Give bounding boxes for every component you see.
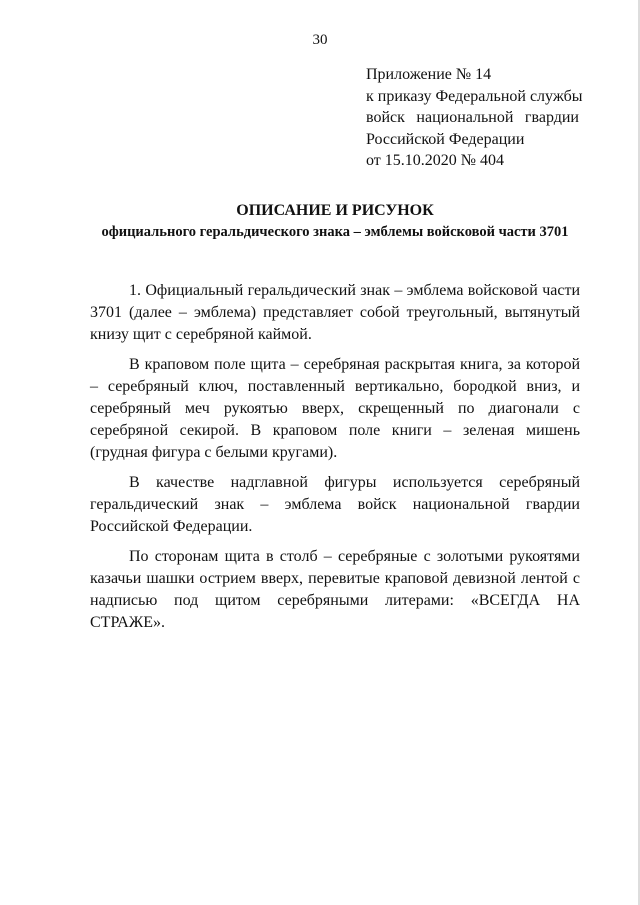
appendix-order-date: от 15.10.2020 № 404 <box>366 152 505 169</box>
paragraph-3: В качестве надглавной фигуры используется серебряный геральдический знак – эмблема войск национальной гвардии Российской Федерации. <box>90 474 580 535</box>
document-body <box>90 280 580 642</box>
appendix-country: Российской Федерации <box>366 130 525 148</box>
paragraph-2: В краповом поле щита – серебряная раскрытая книга, за которой – серебряный ключ, поставленный вертикально, бородкой вниз, и серебряный меч рукоятью вверх, скрещенный по диагонали с серебряной секирой. В краповом поле книги – зеленая мишень (грудная фигура с белыми кругами). <box>90 356 580 461</box>
appendix-service-name: войск национальной гвардии <box>366 109 579 126</box>
document-title: ОПИСАНИЕ И РИСУНОК <box>236 202 434 219</box>
appendix-number: Приложение № 14 <box>366 66 492 83</box>
paragraph-4: По сторонам щита в столб – серебряные с золотыми рукоятями казачьи шашки острием вверх, перевитые краповой девизной лентой с надписью под щитом серебряными литерами: «ВСЕГДА НА СТРАЖЕ». <box>90 548 580 631</box>
appendix-header <box>366 64 583 172</box>
paragraph-1: 1. Официальный геральдический знак – эмблема войсковой части 3701 (далее – эмблема) представляет собой треугольный, вытянутый книзу щит с серебряной каймой. <box>90 282 580 343</box>
document-subtitle: официального геральдического знака – эмблемы войсковой части 3701 <box>101 224 569 240</box>
page-number: 30 <box>312 32 328 48</box>
appendix-order-ref: к приказу Федеральной службы <box>366 87 583 105</box>
